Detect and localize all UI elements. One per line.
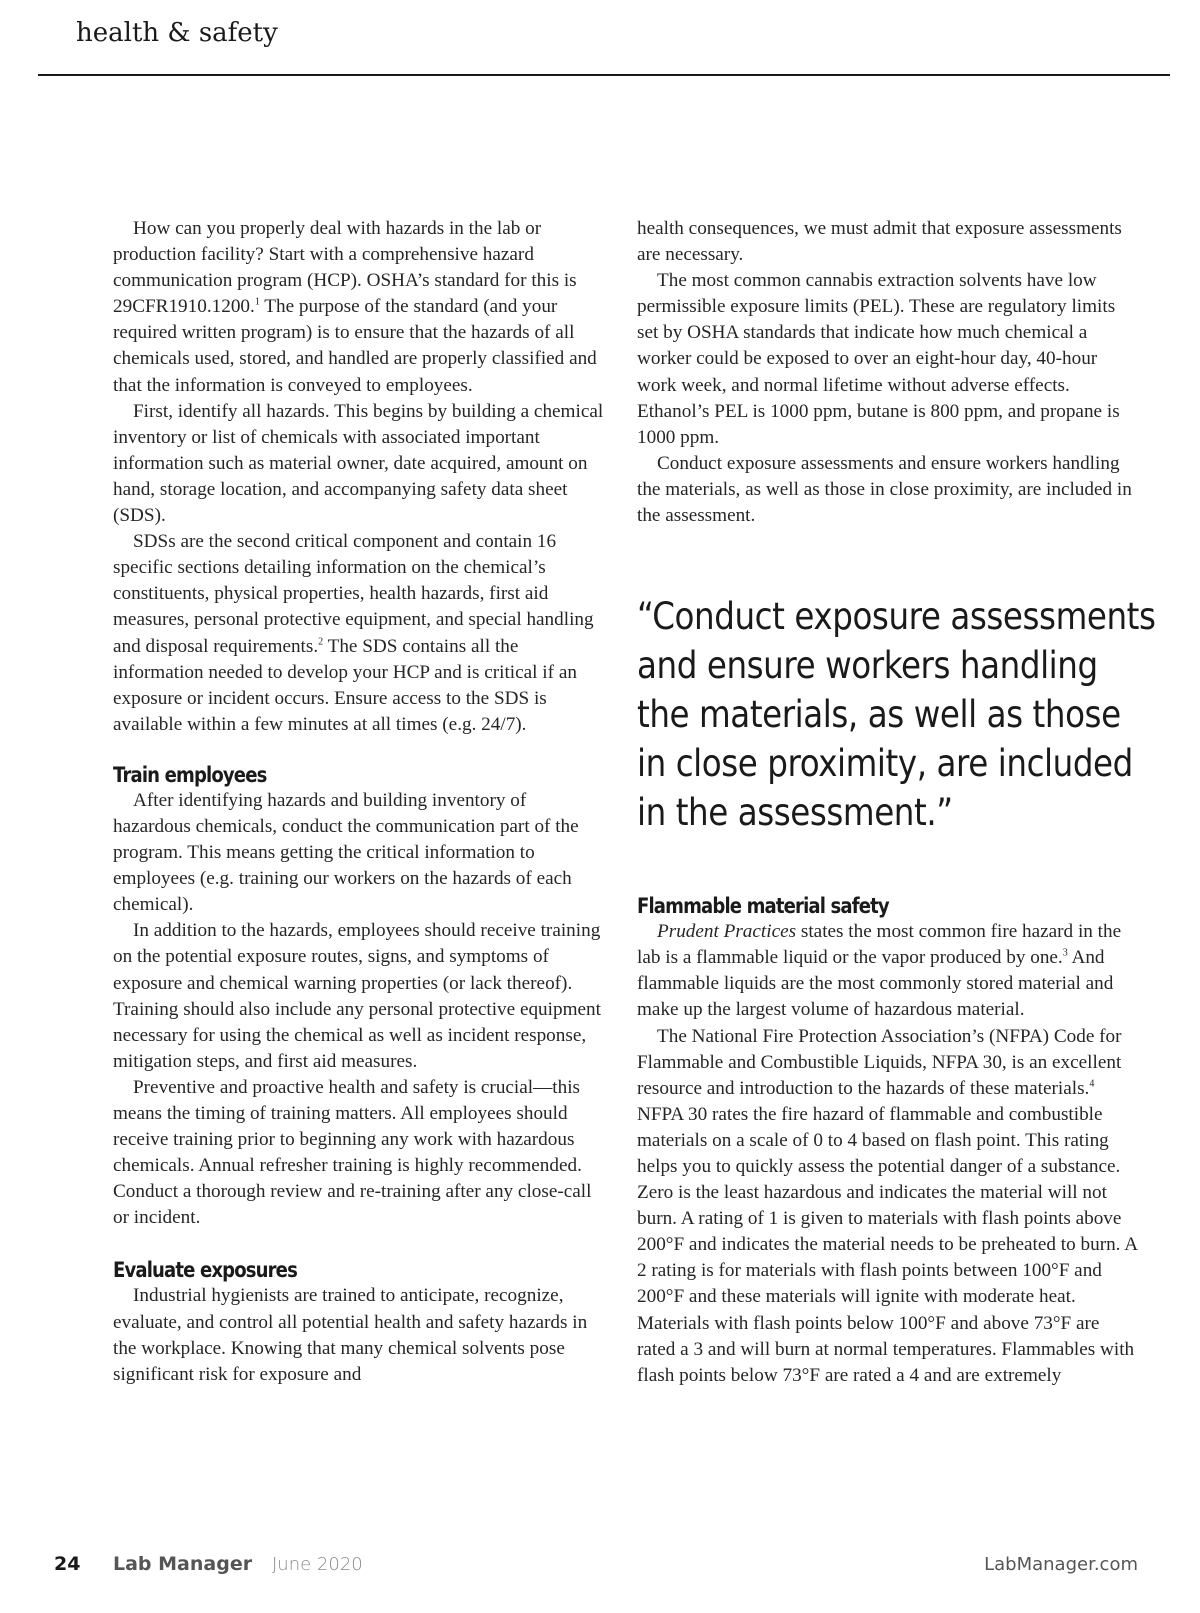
left-column	[113, 216, 607, 1388]
paragraph: The most common cannabis extraction solvents have low permissible exposure limits (PEL). These are regulatory limits set by OSHA standards that indicate how much chemical a worker could be exposed to over an eight-hour day, 40-hour work week, and normal lifetime without adverse effects. Ethanol’s PEL is 1000 ppm, butane is 800 ppm, and propane is 1000 ppm.	[637, 270, 1120, 448]
footnote-ref: 3	[1062, 947, 1068, 959]
page-footer	[0, 1553, 1200, 1583]
subhead-train-employees: Train employees	[113, 762, 267, 787]
paragraph: Prudent Practices states the most common fire hazard in the lab is a flammable liquid or the vapor produced by one.$^3$ And flammable liquids are the most commonly stored material and make up the largest volume of hazardous material.	[637, 921, 1122, 1021]
right-column	[637, 216, 1156, 1389]
paragraph: How can you properly deal with hazards in the lab or production facility? Start with a comprehensive hazard communication program (HCP). OSHA’s standard for this is 29CFR1910.1200.$^1$ The purpose of the standard (and your required written program) is to ensure that the hazards of all chemicals used, stored, and handled are properly classified and that the information is conveyed to employees.	[113, 218, 597, 396]
paragraph: First, identify all hazards. This begins by building a chemical inventory or list of chemicals with associated important information such as material owner, date acquired, amount on hand, storage location, and accompanying safety data sheet (SDS).	[113, 400, 604, 527]
subhead-evaluate-exposures: Evaluate exposures	[113, 1258, 297, 1283]
paragraph: Industrial hygienists are trained to anticipate, recognize, evaluate, and control all potential health and safety hazards in the workplace. Knowing that many chemical solvents pose significant risk for exposure and	[113, 1285, 588, 1385]
header-rule	[38, 74, 1170, 76]
paragraph: health consequences, we must admit that exposure assessments are necessary.	[637, 218, 1122, 266]
issue-date: June 2020	[272, 1554, 363, 1575]
paragraph: The National Fire Protection Association’s (NFPA) Code for Flammable and Combustible Liquids, NFPA 30, is an excellent resource and introduction to the hazards of these materials.$^4$ NFPA 30 rates the fire hazard of flammable and combustible materials on a scale of 0 to 4 based on flash point. This rating helps you to quickly assess the potential danger of a substance. Zero is the least hazardous and indicates the material will not burn. A rating of 1 is given to materials with flash points above 200°F and indicates the material needs to be preheated to burn. A 2 rating is for materials with flash points between 100°F and 200°F and these materials will ignite with moderate heat. Materials with flash points below 100°F and above 73°F are rated a 3 and will burn at normal temperatures. Flammables with flash points below 73°F are rated a 4 and are extremely	[637, 1025, 1138, 1386]
paragraph: Preventive and proactive health and safety is crucial—this means the timing of training matters. All employees should receive training prior to beginning any work with hazardous chemicals. Annual refresher training is highly recommended. Conduct a thorough review and re-training after any close-call or incident.	[113, 1076, 592, 1229]
paragraph: After identifying hazards and building inventory of hazardous chemicals, conduct the communication part of the program. This means getting the critical information to employees (e.g. training our workers on the hazards of each chemical).	[113, 789, 579, 916]
paragraph: SDSs are the second critical component and contain 16 specific sections detailing information on the chemical’s constituents, physical properties, health hazards, first aid measures, personal protective equipment, and special handling and disposal requirements.$^2$ The SDS contains all the information needed to develop your HCP and is critical if an exposure or incident occurs. Ensure access to the SDS is available within a few minutes at all times (e.g. 24/7).	[113, 531, 594, 735]
magazine-name: Lab Manager	[113, 1553, 253, 1575]
paragraph: Conduct exposure assessments and ensure workers handling the materials, as well as those in close proximity, are included in the assessment.	[637, 452, 1132, 527]
footnote-ref: 1	[254, 296, 260, 308]
paragraph: In addition to the hazards, employees should receive training on the potential exposure routes, signs, and symptoms of exposure and chemical warning properties (or lack thereof). Training should also include any personal protective equipment necessary for using the chemical as well as incident response, mitigation steps, and first aid measures.	[113, 920, 601, 1072]
website-url: LabManager.com	[984, 1554, 1138, 1575]
footnote-ref: 2	[318, 636, 324, 648]
page-number: 24	[54, 1553, 81, 1575]
publication-title: Prudent Practices	[657, 921, 797, 943]
section-tag: health & safety	[76, 18, 278, 48]
subhead-flammable-material-safety: Flammable material safety	[637, 894, 889, 919]
footnote-ref: 4	[1089, 1078, 1095, 1090]
pull-quote: “Conduct exposure assessments and ensure workers handling the materials, as well as those in close proximity, are included in the assessment.”	[637, 595, 1156, 835]
